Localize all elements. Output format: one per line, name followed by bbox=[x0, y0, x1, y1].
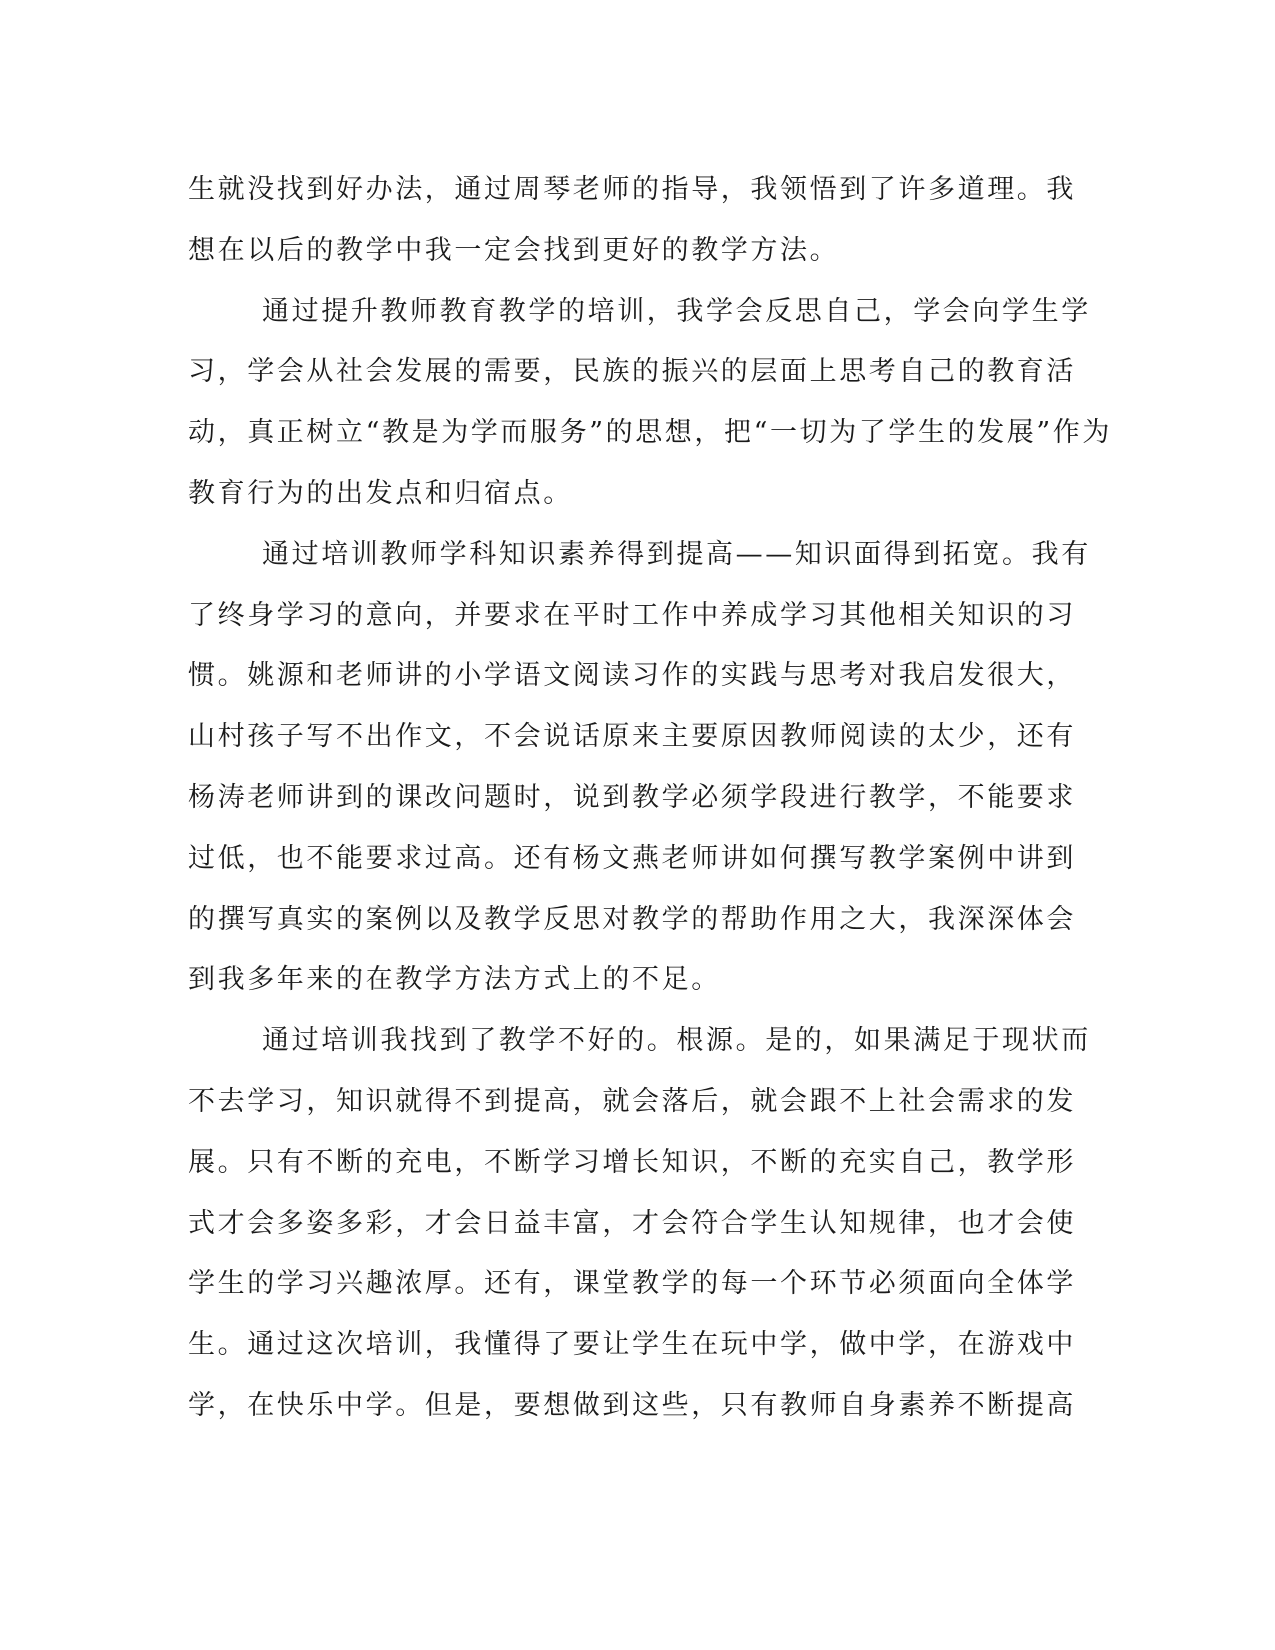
text-line: 教育行为的出发点和归宿点。 bbox=[188, 477, 573, 509]
text-line: 生。通过这次培训，我懂得了要让学生在玩中学，做中学，在游戏中 bbox=[188, 1329, 1076, 1361]
text-line: 惯。姚源和老师讲的小学语文阅读习作的实践与思考对我启发很大， bbox=[188, 660, 1076, 692]
text-line: 式才会多姿多彩，才会日益丰富，才会符合学生认知规律，也才会使 bbox=[188, 1207, 1076, 1239]
document-body bbox=[188, 160, 1113, 1437]
text-line: 过低，也不能要求过高。还有杨文燕老师讲如何撰写教学案例中讲到 bbox=[188, 842, 1076, 874]
text-line: 杨涛老师讲到的课改问题时，说到教学必须学段进行教学，不能要求 bbox=[188, 781, 1076, 813]
paragraph-first-line: 通过培训我找到了教学不好的。根源。是的，如果满足于现状而 bbox=[262, 1025, 1091, 1057]
paragraph-first-line: 通过提升教师教育教学的培训，我学会反思自己，学会向学生学 bbox=[262, 295, 1091, 327]
paragraph-first-line: 通过培训教师学科知识素养得到提高——知识面得到拓宽。我有 bbox=[262, 538, 1091, 570]
text-line: 的撰写真实的案例以及教学反思对教学的帮助作用之大，我深深体会 bbox=[188, 903, 1076, 935]
text-line: 展。只有不断的充电，不断学习增长知识，不断的充实自己，教学形 bbox=[188, 1146, 1076, 1178]
text-line: 了终身学习的意向，并要求在平时工作中养成学习其他相关知识的习 bbox=[188, 599, 1076, 631]
text-line: 动，真正树立“教是为学而服务”的思想，把“一切为了学生的发展”作为 bbox=[188, 417, 1113, 449]
text-line: 习，学会从社会发展的需要，民族的振兴的层面上思考自己的教育活 bbox=[188, 356, 1076, 388]
text-line: 不去学习，知识就得不到提高，就会落后，就会跟不上社会需求的发 bbox=[188, 1085, 1076, 1117]
text-line: 到我多年来的在教学方法方式上的不足。 bbox=[188, 964, 721, 996]
text-line: 学，在快乐中学。但是，要想做到这些，只有教师自身素养不断提高 bbox=[188, 1389, 1076, 1421]
text-line: 想在以后的教学中我一定会找到更好的教学方法。 bbox=[188, 234, 840, 266]
text-line: 生就没找到好办法，通过周琴老师的指导，我领悟到了许多道理。我 bbox=[188, 174, 1076, 205]
text-line: 学生的学习兴趣浓厚。还有，课堂教学的每一个环节必须面向全体学 bbox=[188, 1268, 1076, 1300]
text-line: 山村孩子写不出作文，不会说话原来主要原因教师阅读的太少，还有 bbox=[188, 721, 1076, 753]
